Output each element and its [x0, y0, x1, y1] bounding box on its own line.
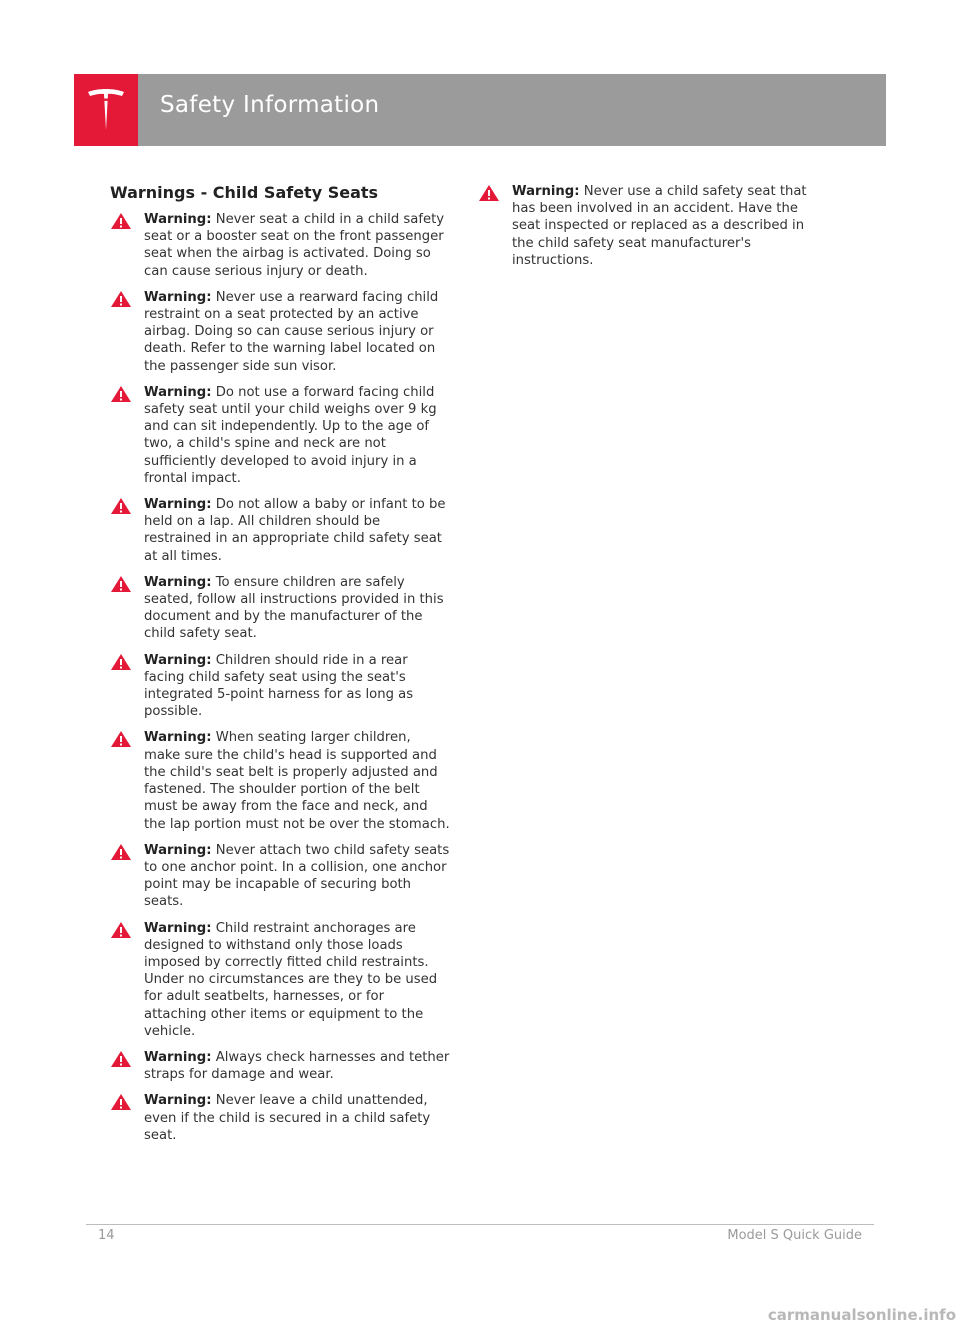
warning-item: [110, 920, 450, 1040]
warning-text: When seating larger children, make sure the child's head is supported and the child's seat belt is properly adjusted and fastened. The shoulder portion of the belt must be away from the face and neck, and the lap portion must not be over the stomach.: [144, 730, 450, 832]
warning-label: Warning:: [144, 1049, 212, 1065]
warning-item: [110, 384, 450, 487]
warning-label: Warning:: [144, 1093, 212, 1109]
warning-text: To ensure children are safely seated, follow all instructions provided in this document and by the manufacturer of the child safety seat.: [144, 574, 444, 642]
warning-item: [110, 289, 450, 375]
warning-triangle-icon: [110, 290, 132, 308]
warning-item: [478, 183, 818, 269]
warning-text: Never seat a child in a child safety seat or a booster seat on the front passenger seat when the airbag is activated. Doing so can cause serious injury or death.: [144, 212, 445, 279]
page-number: 14: [98, 1228, 115, 1243]
tesla-logo-box: [74, 74, 138, 146]
page-title: Safety Information: [160, 92, 380, 118]
warning-text: Never use a child safety seat that has been involved in an accident. Have the seat inspected or replaced as a described in the child safety seat manufacturer's instructions.: [512, 184, 807, 268]
warning-triangle-icon: [110, 212, 132, 230]
warning-triangle-icon: [110, 575, 132, 593]
warning-item: [110, 496, 450, 565]
warning-label: Warning:: [144, 384, 212, 400]
tesla-logo-icon: [86, 88, 126, 132]
warning-text: Never leave a child unattended, even if the child is secured in a child safety seat.: [144, 1093, 431, 1143]
warnings-right-column: [478, 183, 818, 278]
warning-item: [110, 652, 450, 721]
section-title: Warnings - Child Safety Seats: [110, 183, 379, 202]
warning-text: Children should ride in a rear facing child safety seat using the seat's integrated 5-point harness for as long as possible.: [144, 652, 414, 720]
watermark: carmanualsonline.info: [767, 1306, 956, 1324]
warning-label: Warning:: [512, 184, 580, 199]
warning-triangle-icon: [110, 1050, 132, 1068]
warnings-left-column: [110, 211, 450, 1153]
warning-label: Warning:: [144, 920, 212, 936]
footer-divider: [86, 1224, 874, 1225]
warning-item: [110, 1092, 450, 1144]
warning-triangle-icon: [110, 385, 132, 403]
warning-text: Do not use a forward facing child safety seat until your child weighs over 9 kg and can sit independently. Up to the age of two, a child's spine and neck are not sufficiently developed to avoid injury in a frontal impact.: [144, 384, 437, 486]
warning-text: Always check harnesses and tether straps for damage and wear.: [144, 1049, 450, 1083]
warning-triangle-icon: [110, 497, 132, 515]
warning-triangle-icon: [110, 730, 132, 748]
warning-item: [110, 211, 450, 280]
warning-label: Warning:: [144, 842, 212, 858]
warning-text: Never use a rearward facing child restraint on a seat protected by an active airbag. Doing so can cause serious injury or death. Refer to the warning label located on the passenger side sun visor.: [144, 289, 439, 374]
warning-item: [110, 574, 450, 643]
warning-label: Warning:: [144, 730, 212, 746]
warning-text: Do not allow a baby or infant to be held on a lap. All children should be restrained in an appropriate child safety seat at all times.: [144, 497, 446, 564]
warning-triangle-icon: [478, 184, 500, 202]
warning-item: [110, 729, 450, 832]
warning-label: Warning:: [144, 212, 212, 227]
warning-item: [110, 842, 450, 911]
guide-title: Model S Quick Guide: [727, 1228, 862, 1243]
warning-label: Warning:: [144, 497, 212, 513]
warning-triangle-icon: [110, 653, 132, 671]
warning-label: Warning:: [144, 289, 212, 305]
warning-triangle-icon: [110, 1093, 132, 1111]
warning-triangle-icon: [110, 921, 132, 939]
warning-text: Never attach two child safety seats to one anchor point. In a collision, one anchor point may be incapable of securing both seats.: [144, 842, 450, 910]
warning-label: Warning:: [144, 574, 212, 590]
warning-text: Child restraint anchorages are designed to withstand only those loads imposed by correctly fitted child restraints. Under no circumstances are they to be used for adult seatbelts, harnesses, or for attaching other items or equipment to the vehicle.: [144, 920, 438, 1039]
warning-item: [110, 1049, 450, 1083]
page-header: [74, 74, 886, 146]
warning-triangle-icon: [110, 843, 132, 861]
warning-label: Warning:: [144, 652, 212, 668]
